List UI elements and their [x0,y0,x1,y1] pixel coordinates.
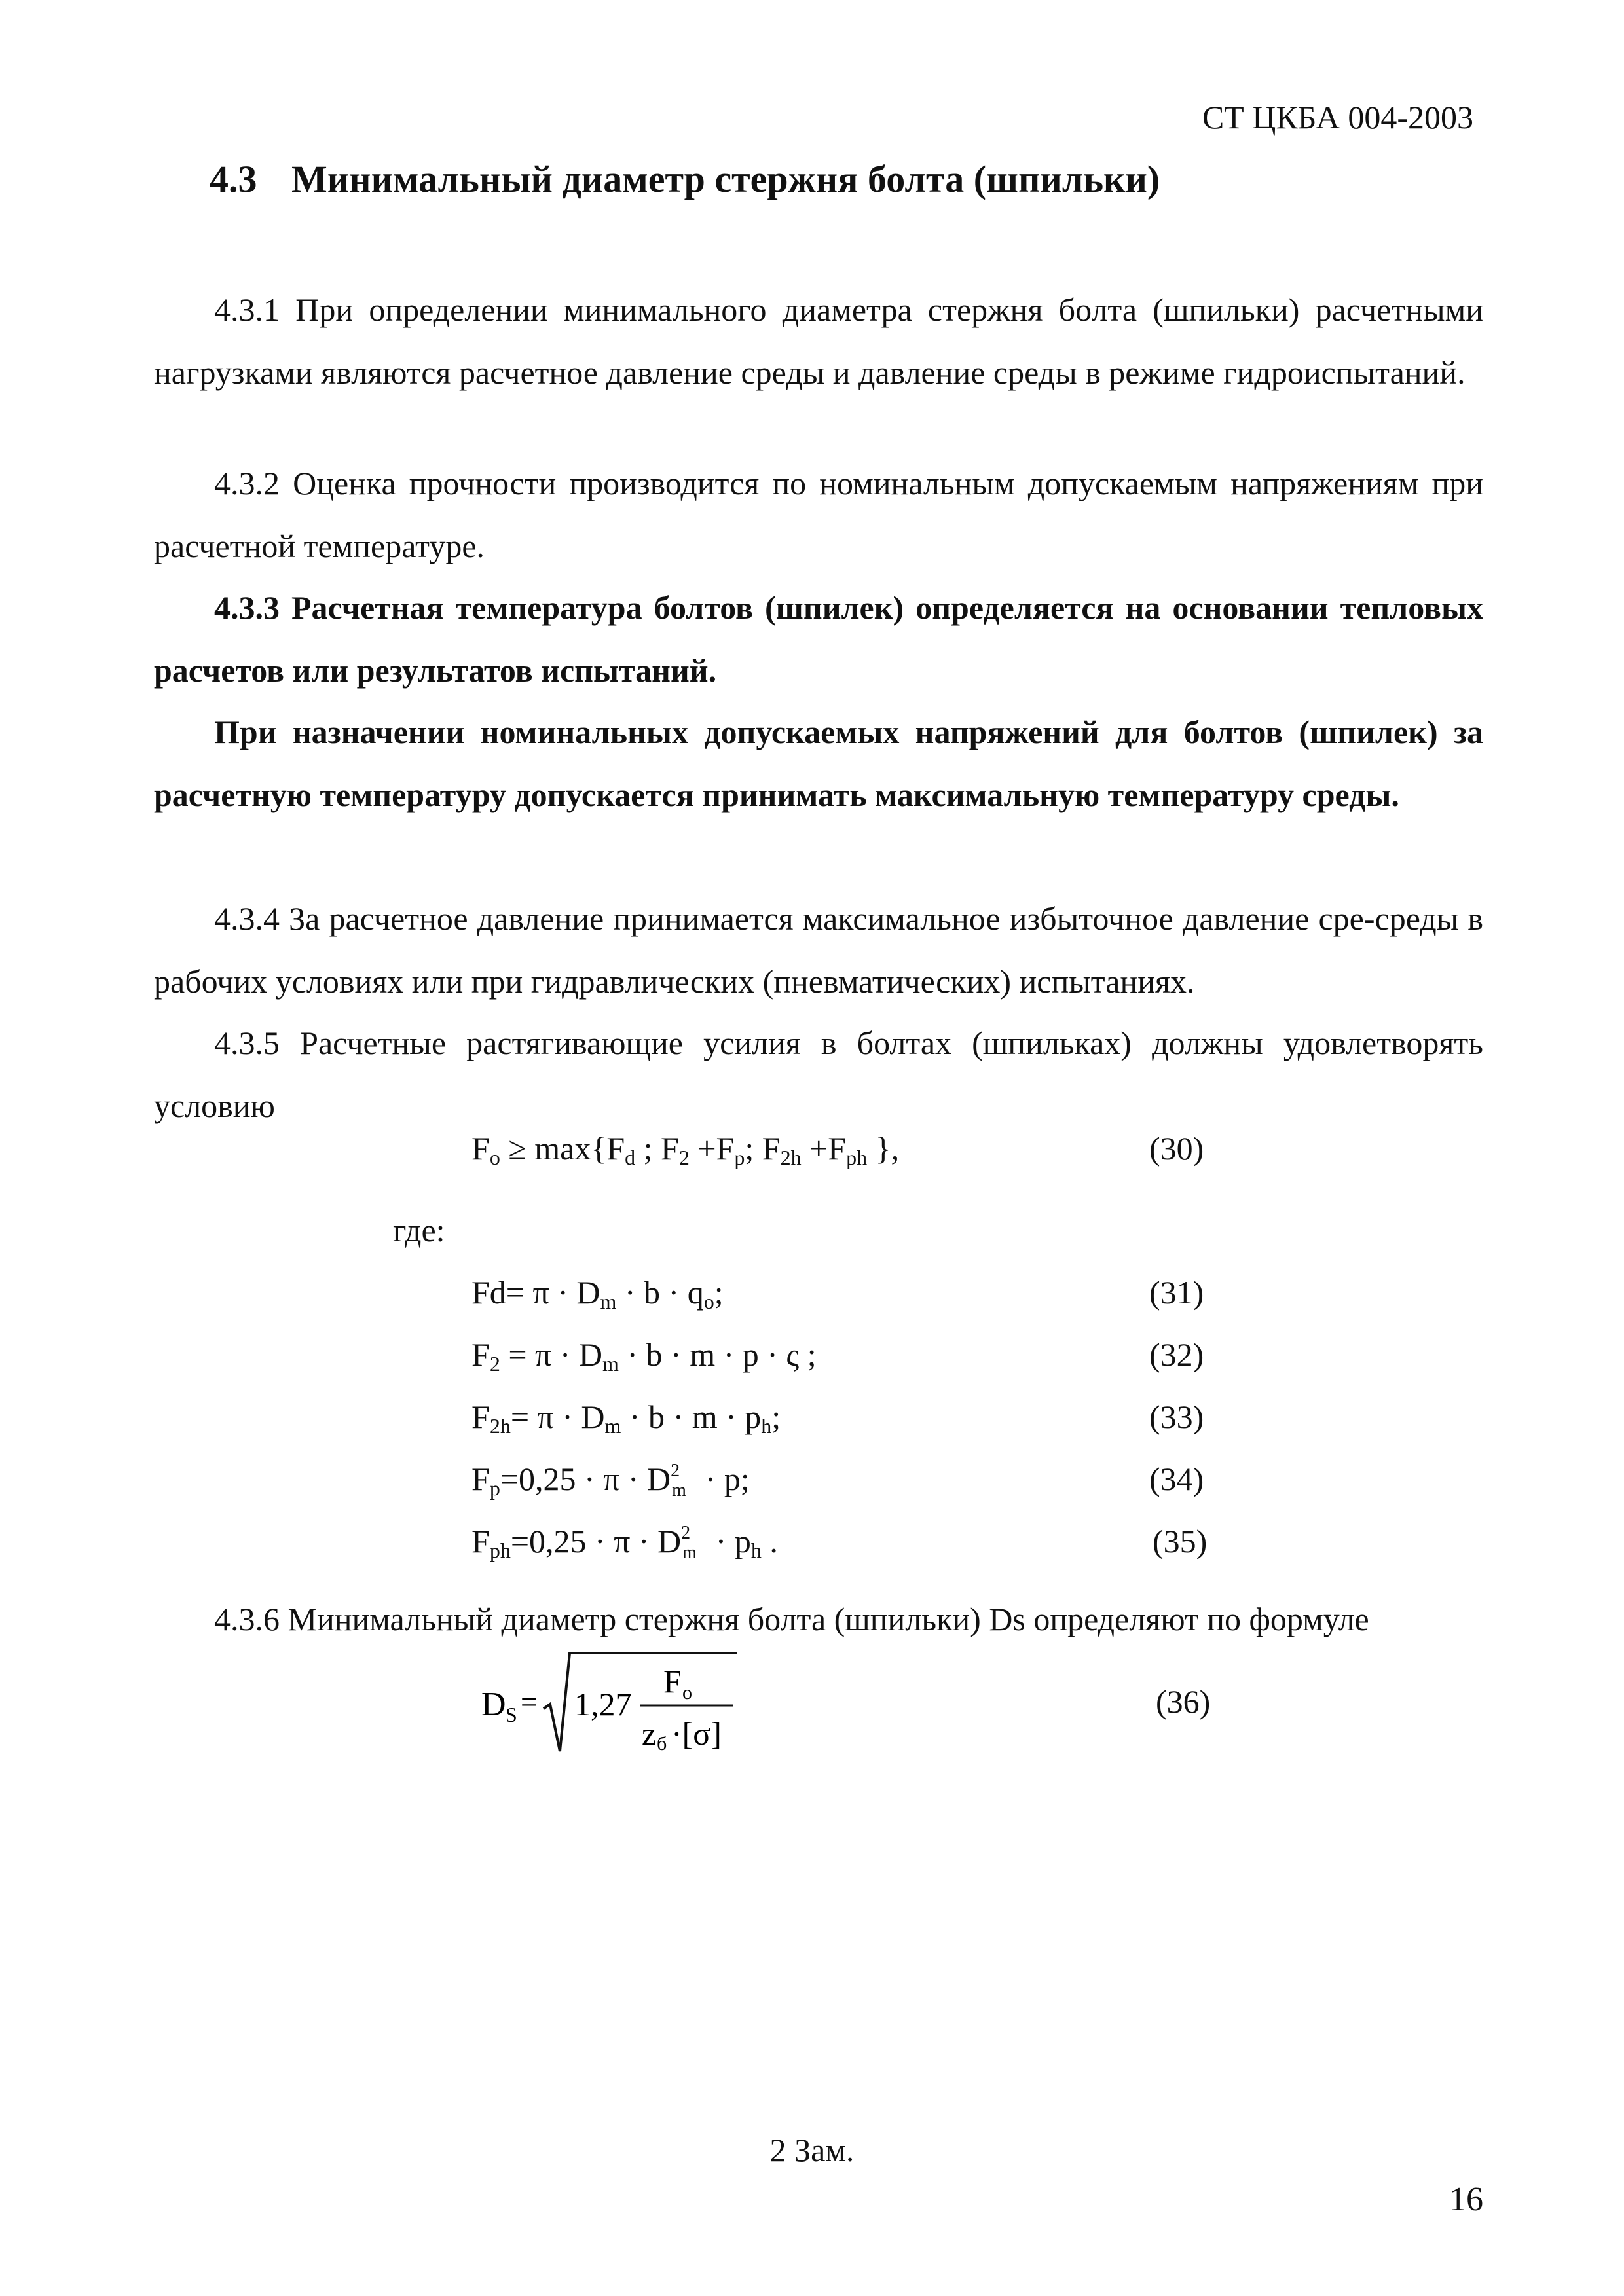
formula-31: $Fd= \pi \cdot D_m \cdot b \cdot q_o$; [471,1274,724,1313]
svg-text:=: = [521,1685,538,1719]
svg-text:z: z [642,1715,657,1752]
svg-text:o: o [682,1682,692,1704]
equation-number-35: (35) [1153,1523,1208,1559]
equation-number-34: (34) [1149,1461,1204,1497]
section-number: 4.3 [210,158,257,200]
equation-number-30: (30) [1149,1130,1204,1167]
svg-text:F: F [663,1663,682,1700]
paragraph-4-3-3: 4.3.3 Расчетная температура болтов (шпилек) определяется на основании тепловых расчетов или результатов испытаний. [154,589,1483,689]
svg-text:S: S [506,1703,517,1726]
formula-34: $F_p=0,25 \cdot \pi \cdot D$ 2 m · p; [471,1460,750,1501]
document-code: СТ ЦКБА 004-2003 [1202,99,1473,136]
paragraph-4-3-2: 4.3.2 Оценка прочности производится по номинальным допускаемым напряжениям при расчетной температуре. [154,465,1483,564]
svg-text:·[σ]: ·[σ] [671,1715,722,1752]
section-title [210,157,1160,201]
equation-number-31: (31) [1149,1274,1204,1311]
formula-32: $F_2 = \pi \cdot D_m \cdot b \cdot m \cdot p \cdot \varsigma$ ; [471,1336,817,1376]
section-title-text: Минимальный диаметр стержня болта (шпильки) [291,158,1160,200]
formula-33: $F_{2h}= \pi \cdot D_m \cdot b \cdot m \cdot p_h$; [471,1398,781,1438]
paragraph-4-3-6: 4.3.6 Минимальный диаметр стержня болта (шпильки) Ds определяют по формуле [214,1601,1369,1637]
paragraph-4-3-1: 4.3.1 При определении минимального диаметра стержня болта (шпильки) расчетными нагрузками являются расчетное давление среды и давление среды в режиме гидроиспытаний. [154,291,1483,391]
page-number: 16 [1449,2181,1483,2218]
change-note: 2 Зам. [769,2132,855,2168]
equation-number-36: (36) [1156,1683,1211,1720]
svg-text:D: D [481,1686,506,1723]
where-label: где: [393,1212,445,1248]
svg-text:1,27: 1,27 [574,1686,632,1722]
paragraph-4-3-3-b: При назначении номинальных допускаемых напряжений для болтов (шпилек) за расчетную температуру допускается принимать максимальную температуру среды. [154,714,1483,813]
paragraph-4-3-5: 4.3.5 Расчетные растягивающие усилия в болтах (шпильках) должны удовлетворять условию [154,1025,1483,1124]
formula-36 [478,1647,753,1758]
formula-30: $F_o \ge \max\{F_d$ ; $F_2 +F_p$; $F_{2h} +F_{ph}$ }, [471,1130,900,1169]
equation-number-33: (33) [1149,1398,1204,1435]
paragraph-4-3-4: 4.3.4 За расчетное давление принимается максимальное избыточное давление сре-среды в рабочих условиях или при гидравлических (пневматических) испытаниях. [154,900,1483,1000]
formula-35: $F_{ph}=0,25 \cdot \pi \cdot D$ 2 m · $p_h$ . [471,1522,778,1563]
equation-number-32: (32) [1149,1336,1204,1373]
svg-text:б: б [657,1733,667,1755]
formula-36-graphic [478,1647,753,1758]
